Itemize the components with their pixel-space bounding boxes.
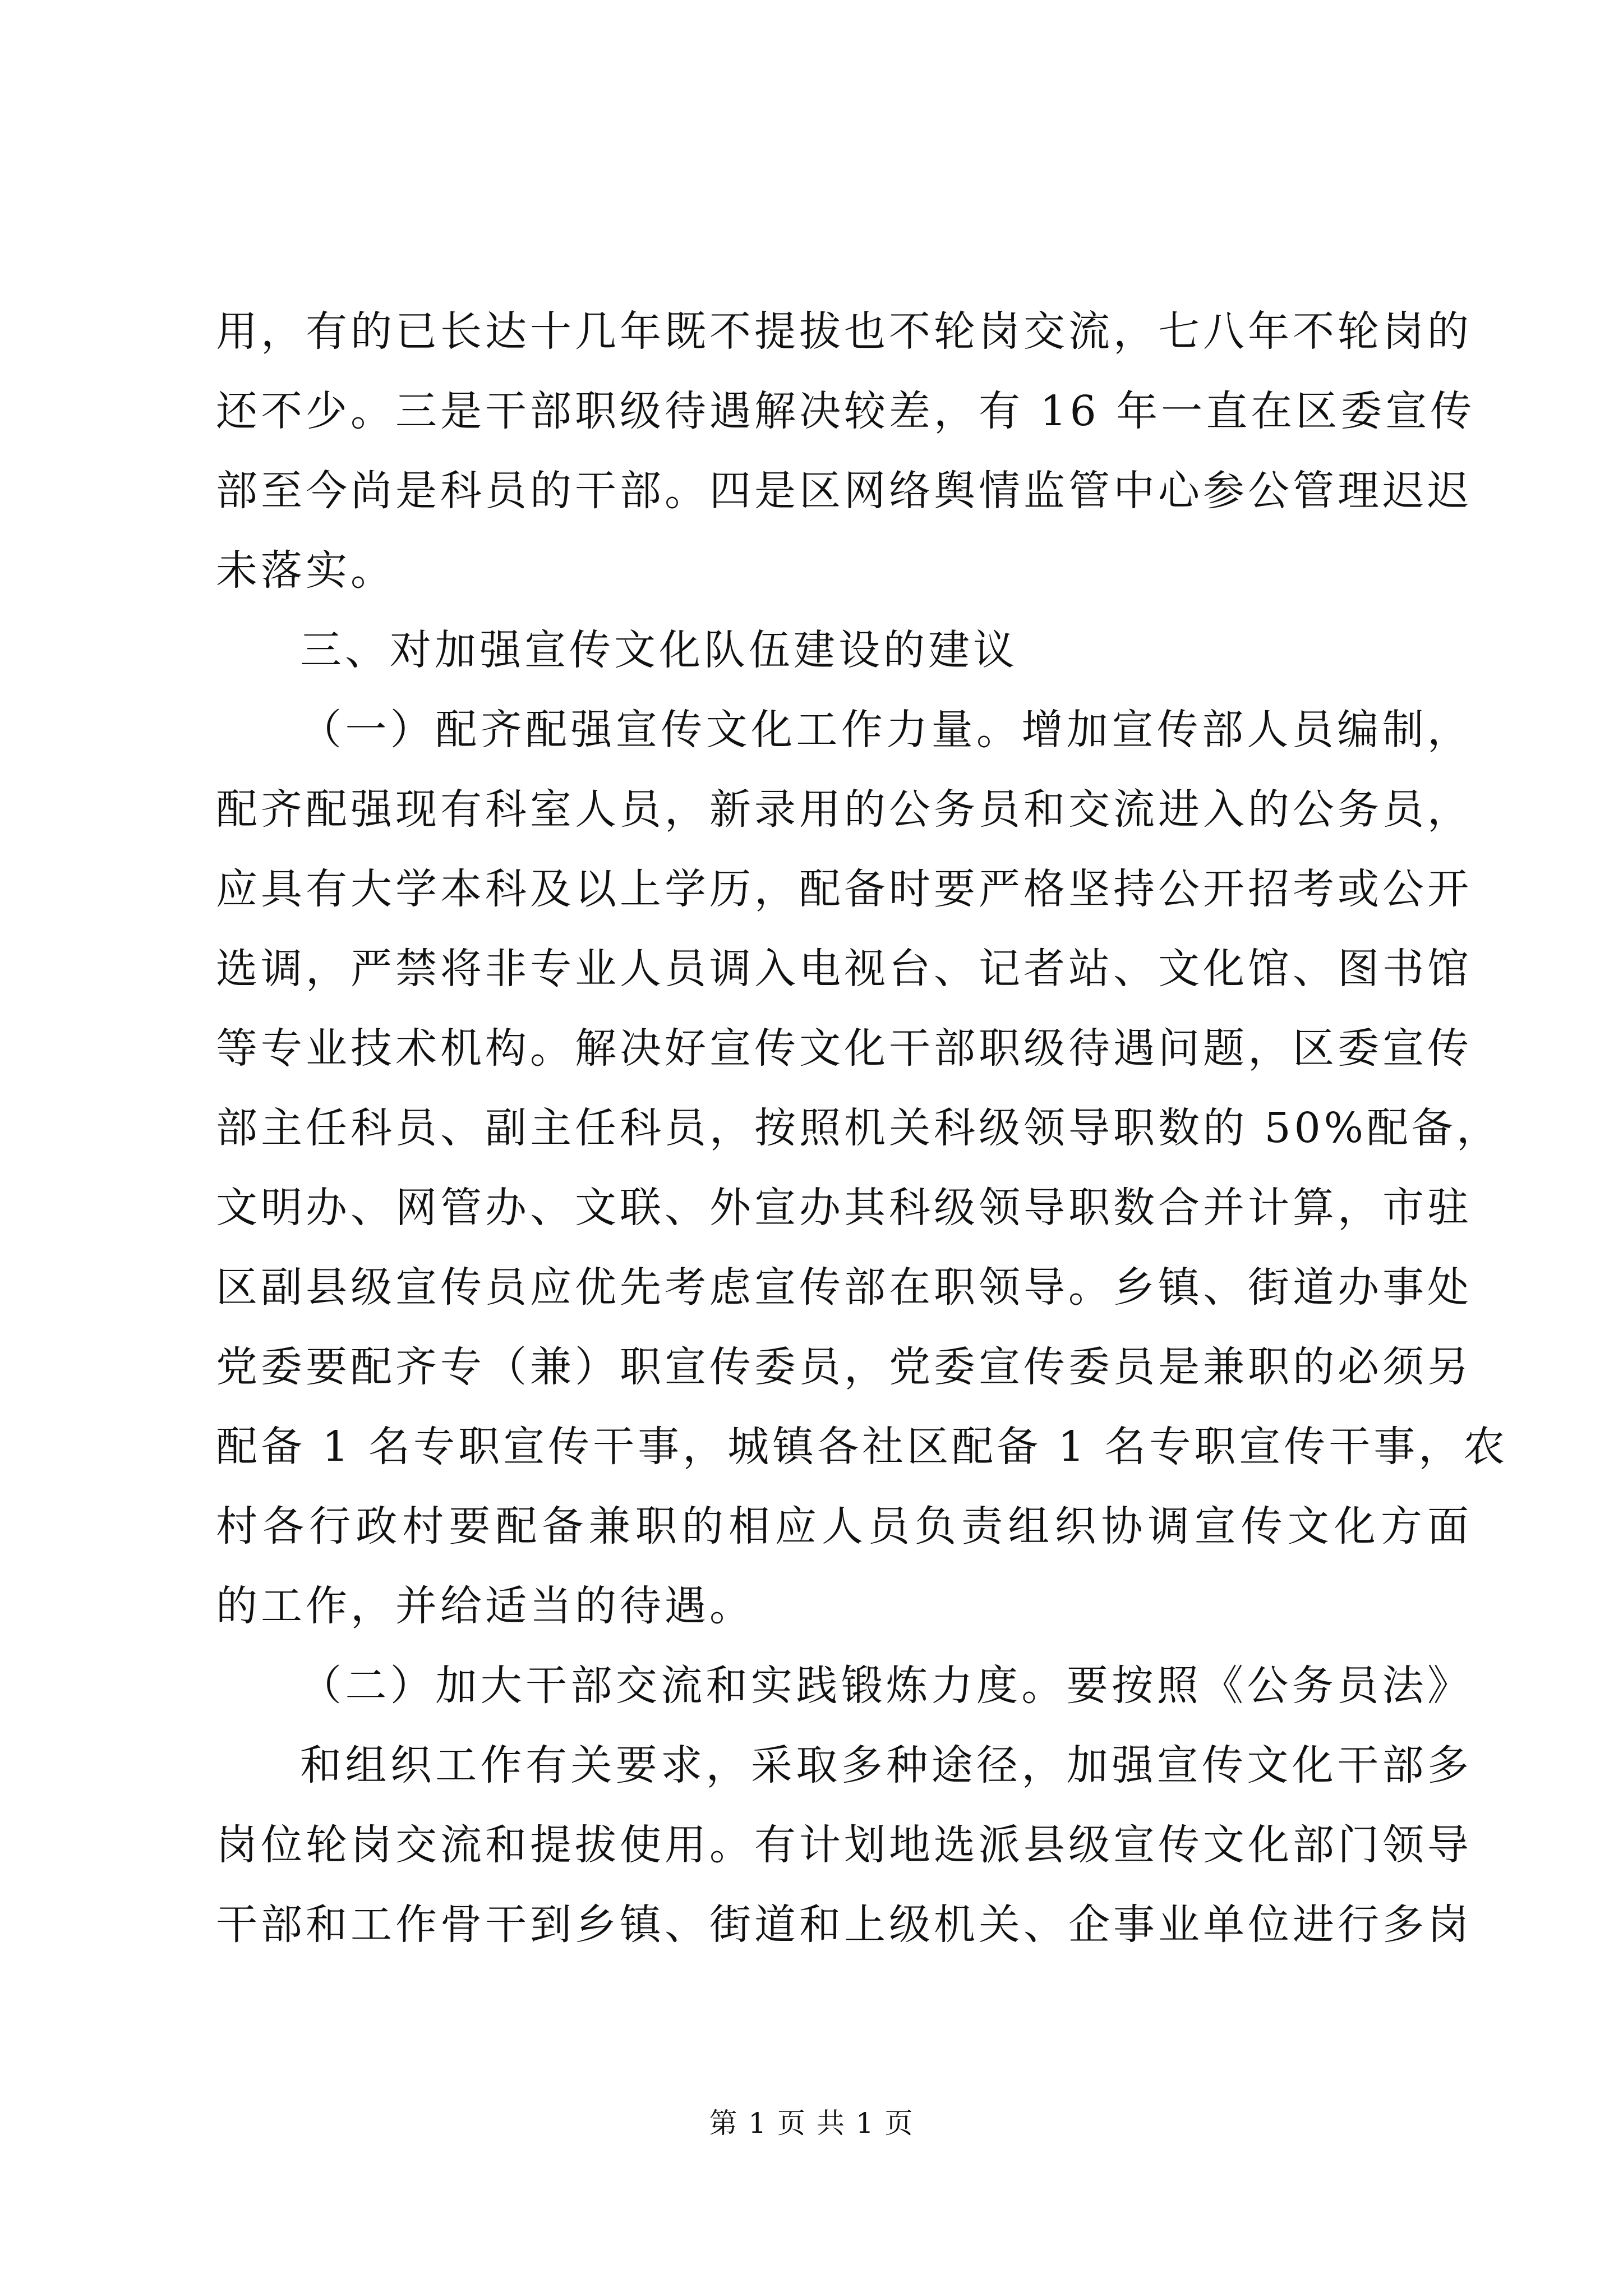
text-line: 和组织工作有关要求，采取多种途径，加强宣传文化干部多 xyxy=(300,1741,1472,1789)
text-line: 部至今尚是科员的干部。四是区网络舆情监管中心参公管理迟迟 xyxy=(216,467,1472,515)
text-line: 干部和工作骨干到乡镇、街道和上级机关、企事业单位进行多岗 xyxy=(216,1901,1472,1949)
text-line: 村各行政村要配备兼职的相应人员负责组织协调宣传文化方面 xyxy=(216,1502,1472,1550)
text-line: 岗位轮岗交流和提拔使用。有计划地选派县级宣传文化部门领导 xyxy=(216,1821,1472,1869)
text-line: 还不少。三是干部职级待遇解决较差，有 16 年一直在区委宣传 xyxy=(216,387,1476,435)
text-line: 配齐配强现有科室人员，新录用的公务员和交流进入的公务员， xyxy=(216,785,1472,834)
section-heading: 三、对加强宣传文化队伍建设的建议 xyxy=(300,626,1018,674)
text-line: 用，有的已长达十几年既不提拔也不轮岗交流，七八年不轮岗的 xyxy=(216,307,1472,356)
text-line: 文明办、网管办、文联、外宣办其科级领导职数合并计算，市驻 xyxy=(216,1184,1472,1232)
page-number-footer: 第 1 页 共 1 页 xyxy=(709,2107,914,2139)
text-line: 等专业技术机构。解决好宣传文化干部职级待遇问题，区委宣传 xyxy=(216,1024,1472,1073)
subsection-heading: （二）加大干部交流和实践锻炼力度。要按照《公务员法》 xyxy=(300,1662,1472,1710)
body-text xyxy=(216,292,1509,1964)
text-line: 未落实。 xyxy=(216,546,395,595)
text-line: 配备 1 名专职宣传干事，城镇各社区配备 1 名专职宣传干事，农 xyxy=(216,1423,1509,1471)
subsection-heading: （一）配齐配强宣传文化工作力量。增加宣传部人员编制， xyxy=(300,706,1472,754)
text-line: 部主任科员、副主任科员，按照机关科级领导职数的 50%配备， xyxy=(216,1104,1501,1152)
text-line: 的工作，并给适当的待遇。 xyxy=(216,1582,754,1630)
text-line: 区副县级宣传员应优先考虑宣传部在职领导。乡镇、街道办事处 xyxy=(216,1263,1472,1312)
text-line: 选调，严禁将非专业人员调入电视台、记者站、文化馆、图书馆 xyxy=(216,945,1472,993)
text-line: 党委要配齐专（兼）职宣传委员，党委宣传委员是兼职的必须另 xyxy=(216,1343,1472,1391)
text-line: 应具有大学本科及以上学历，配备时要严格坚持公开招考或公开 xyxy=(216,865,1472,913)
